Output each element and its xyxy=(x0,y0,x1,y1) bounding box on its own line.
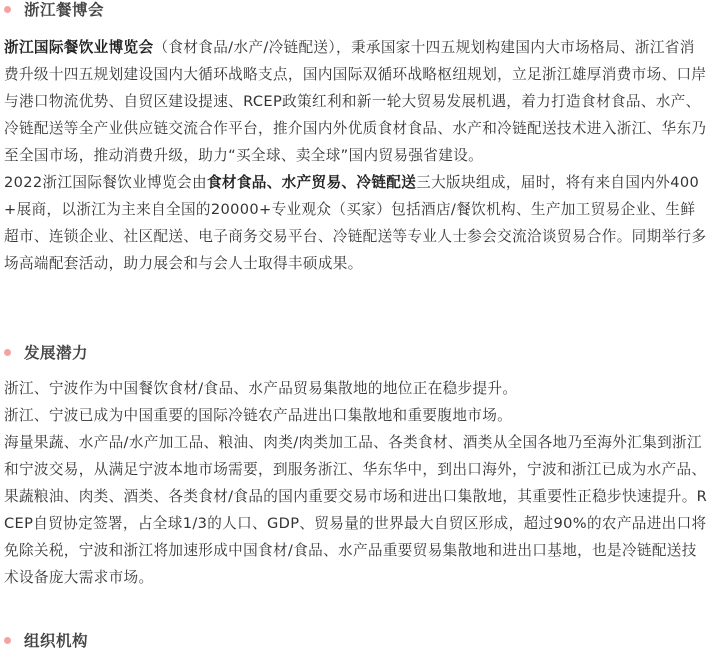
section-header-expo xyxy=(4,0,104,21)
paragraph-text: 三大版块组成，届时，将有来自国内外400+展商，以浙江为主来自全国的20000+专业观众（买家）包括酒店/餐饮机构、生产加工贸易企业、生鲜超市、连锁企业、社区配送、电子商务交易平台、冷链配送等专业人士参会交流洽谈贸易合作。同期举行多场高端配套活动，助力展会和与会人士取得丰硕成果。 xyxy=(4,174,707,272)
paragraph: 浙江、宁波作为中国餐饮食材/食品、水产品贸易集散地的地位正在稳步提升。 xyxy=(4,380,518,397)
section-title: 发展潜力 xyxy=(24,344,89,362)
bullet-dot-icon xyxy=(4,637,11,644)
section-header-potential xyxy=(4,340,88,364)
paragraph xyxy=(4,34,709,169)
bold-highlight: 食材食品、水产贸易、冷链配送 xyxy=(206,174,417,191)
section-header-organization xyxy=(4,628,88,652)
bullet-dot-icon xyxy=(4,6,11,13)
paragraph xyxy=(4,169,709,277)
section-title: 浙江餐博会 xyxy=(24,1,105,19)
paragraph: 浙江、宁波已成为中国重要的国际冷链农产品进出口集散地和重要腹地市场。 xyxy=(4,407,513,424)
bold-lead: 浙江国际餐饮业博览会 xyxy=(4,39,154,56)
section-body-potential xyxy=(4,375,709,591)
bullet-dot-icon xyxy=(4,349,11,356)
paragraph-lead: 2022浙江国际餐饮业博览会由 xyxy=(4,174,207,191)
paragraph: 海量果蔬、水产品/水产加工品、粮油、肉类/肉类加工品、各类食材、酒类从全国各地乃至海外汇集到浙江和宁波交易，从满足宁波本地市场需要，到服务浙江、华东华中，到出口海外，宁波和浙江已成为水产品、果蔬粮油、肉类、酒类、各类食材/食品的国内重要交易市场和进出口集散地，其重要性正稳步快速提升。RCEP自贸协定签署，占全球1/3的人口、GDP、贸易量的世界最大自贸区形成，超过90%的农产品进出口将免除关税，宁波和浙江将加速形成中国食材/食品、水产品重要贸易集散地和进出口基地，也是冷链配送技术设备庞大需求市场。 xyxy=(4,434,708,586)
paragraph-text: （食材食品/水产/冷链配送），秉承国家十四五规划构建国内大市场格局、浙江省消费升级十四五规划建设国内大循环战略支点，国内国际双循环战略枢纽规划，立足浙江雄厚消费市场、口岸与港口物流优势、自贸区建设提速、RCEP政策红利和新一轮大贸易发展机遇，着力打造食材食品、水产、冷链配送等全产业供应链交流合作平台，推介国内外优质食材食品、水产和冷链配送技术进入浙江、华东乃至全国市场，推动消费升级，助力“买全球、卖全球”国内贸易强省建设。 xyxy=(4,39,707,164)
section-body-expo xyxy=(4,34,709,277)
section-title: 组织机构 xyxy=(24,632,89,650)
